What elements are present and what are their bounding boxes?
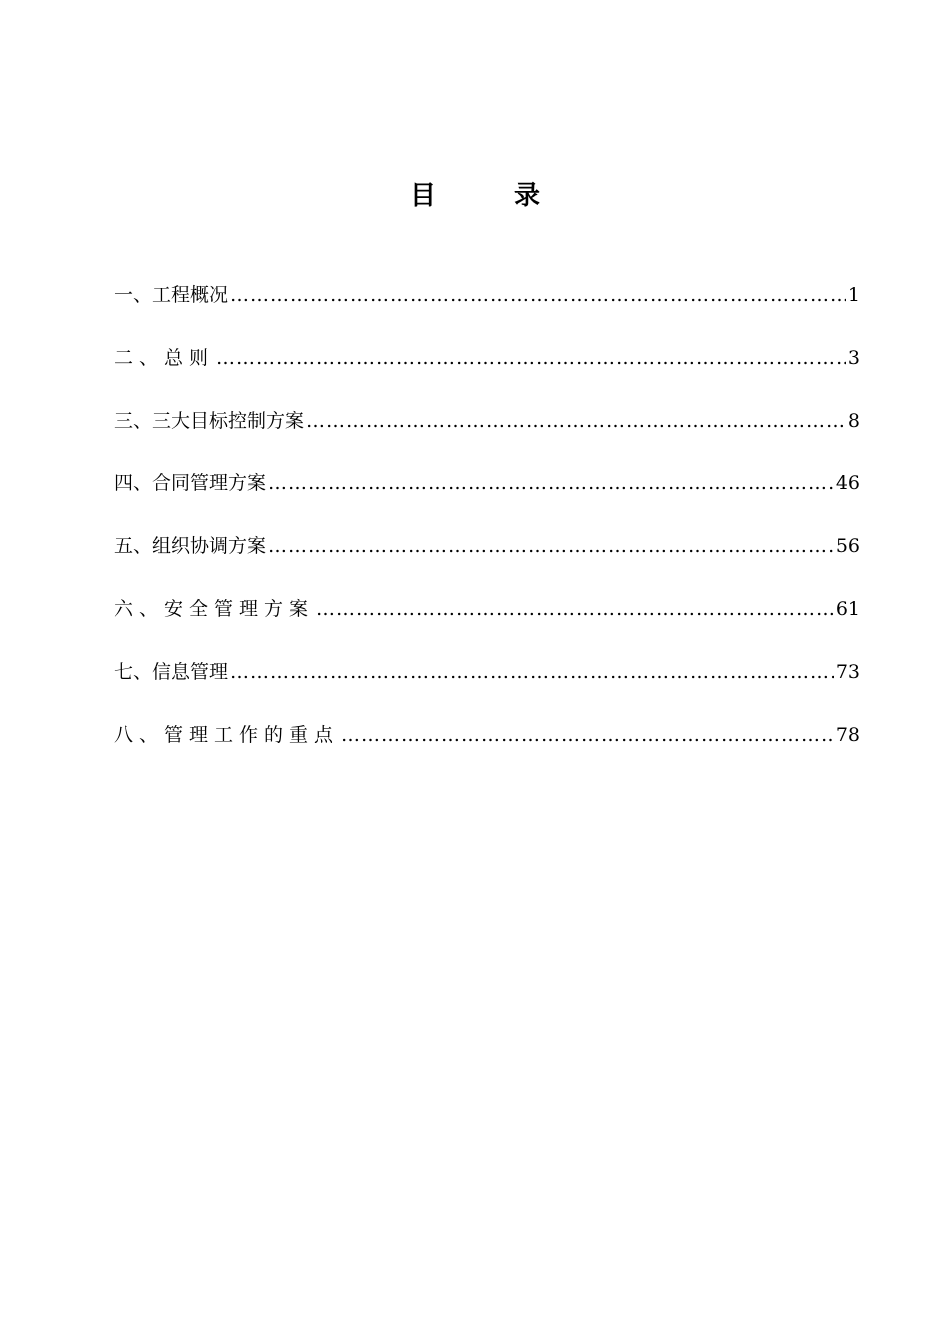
toc-entry-page: 56 [835, 535, 860, 558]
title-char-1: 目 [409, 181, 436, 211]
toc-entry-page: 73 [835, 660, 860, 683]
toc-entry-page: 46 [835, 472, 860, 495]
toc-entry-label: 四、合同管理方案 [114, 472, 267, 495]
toc-entry-page: 8 [847, 409, 860, 432]
toc-entry-page: 78 [835, 723, 860, 746]
toc-entry[interactable] [114, 280, 860, 343]
toc-dot-leader [341, 720, 834, 750]
toc-entry-page: 3 [847, 346, 860, 369]
toc-dot-leader [230, 657, 834, 687]
toc-entry[interactable] [114, 406, 860, 469]
toc-entry-page: 61 [835, 597, 860, 620]
toc-entry-label: 八、管理工作的重点 [114, 723, 340, 746]
toc-dot-leader [316, 594, 834, 624]
toc-title [0, 178, 950, 214]
toc-entry[interactable] [114, 468, 860, 531]
toc-entry[interactable] [114, 594, 860, 657]
toc-dot-leader [268, 531, 834, 561]
title-char-2: 录 [514, 181, 541, 211]
toc-dot-leader [306, 406, 846, 436]
toc-entry-label: 三、三大目标控制方案 [114, 409, 305, 432]
toc-entry[interactable] [114, 720, 860, 783]
toc-entry[interactable] [114, 657, 860, 720]
toc-dot-leader [268, 468, 834, 498]
toc-entry-label: 五、组织协调方案 [114, 535, 267, 558]
toc-entry-label: 六、安全管理方案 [114, 597, 315, 620]
toc-dot-leader [230, 280, 846, 310]
toc-entry-label: 二、总则 [114, 346, 215, 369]
toc-dot-leader [216, 343, 846, 373]
toc-entry[interactable] [114, 343, 860, 406]
toc-entry-label: 一、工程概况 [114, 284, 229, 306]
table-of-contents [114, 280, 860, 782]
toc-entry[interactable] [114, 531, 860, 594]
toc-entry-label: 七、信息管理 [114, 660, 229, 683]
toc-entry-page: 1 [847, 284, 860, 306]
